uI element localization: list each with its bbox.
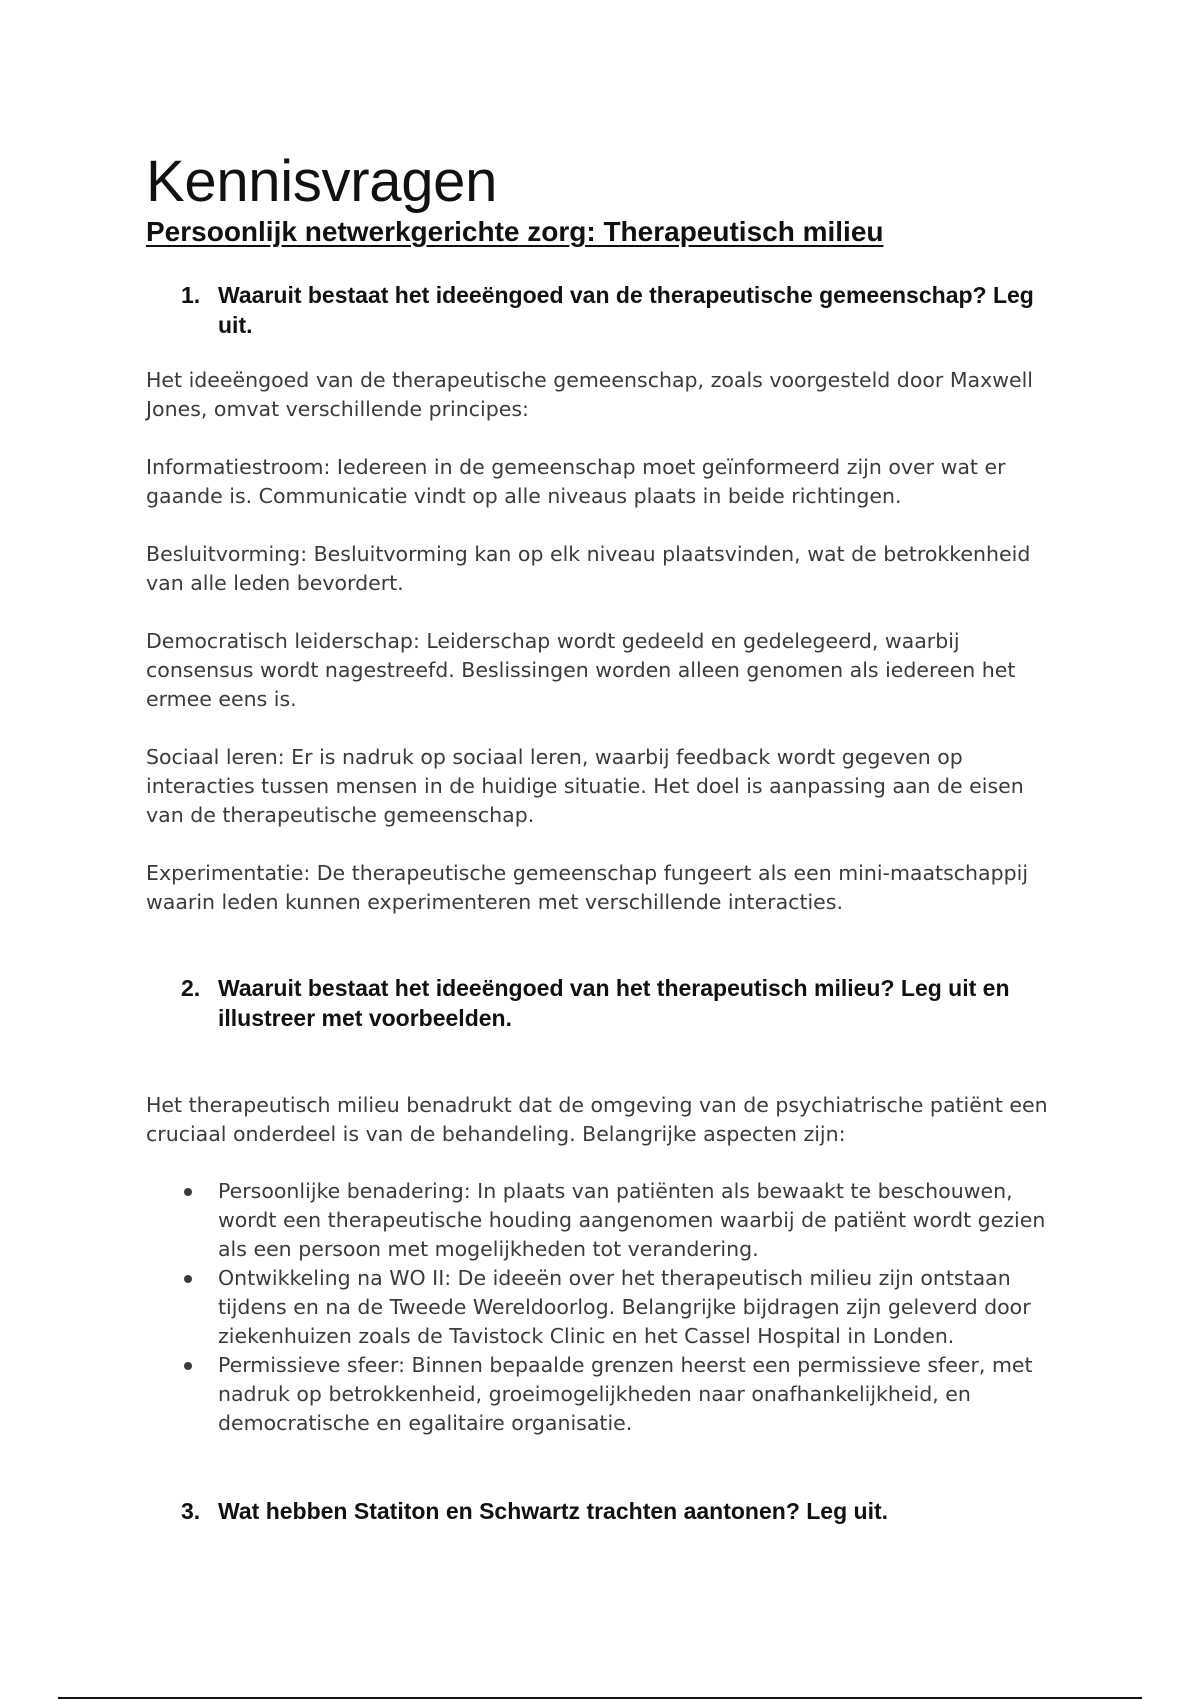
question-1-text: Waaruit bestaat het ideeëngoed van de therapeutische gemeenschap? Leg uit.: [218, 282, 1034, 338]
list-item-text: Ontwikkeling na WO II: De ideeën over het therapeutisch milieu zijn ontstaan tijdens en na de Tweede Wereldoorlog. Belangrijke bijdragen zijn geleverd door ziekenhuizen zoals de Tavistock Clinic en het Cassel Hospital in Londen.: [218, 1266, 1031, 1348]
page-title: Kennisvragen: [146, 149, 498, 214]
answer-1-experimentatie: Experimentatie: De therapeutische gemeenschap fungeert als een mini-maatschappij waarin leden kunnen experimenteren met verschillende interacties.: [146, 861, 1029, 914]
list-item: [146, 1264, 1066, 1351]
document-content: [146, 150, 1066, 1526]
list-item-text: Permissieve sfeer: Binnen bepaalde grenzen heerst een permissieve sfeer, met nadruk op betrokkenheid, groeimogelijkheden naar onafhankelijkheid, en democratische en egalitaire organisatie.: [218, 1353, 1033, 1435]
answer-1-informatiestroom: Informatiestroom: Iedereen in de gemeenschap moet geïnformeerd zijn over wat er gaande is. Communicatie vindt op alle niveaus plaats in beide richtingen.: [146, 455, 1006, 508]
bullet-icon: [181, 1351, 218, 1438]
question-2: [146, 973, 1066, 1033]
question-3: [146, 1496, 1066, 1526]
question-2-text: Waaruit bestaat het ideeëngoed van het therapeutisch milieu? Leg uit en illustreer met voorbeelden.: [218, 975, 1010, 1031]
question-1-number: 1.: [181, 282, 201, 308]
answer-2-list: [146, 1177, 1066, 1438]
list-item: [146, 1177, 1066, 1264]
bullet-icon: [181, 1264, 218, 1351]
answer-2-intro: Het therapeutisch milieu benadrukt dat de omgeving van de psychiatrische patiënt een cruciaal onderdeel is van de behandeling. Belangrijke aspecten zijn:: [146, 1093, 1048, 1146]
page-bottom-divider: [58, 1697, 1142, 1699]
list-item: [146, 1351, 1066, 1438]
question-1: [146, 280, 1066, 340]
page-subtitle: Persoonlijk netwerkgerichte zorg: Therapeutisch milieu: [146, 216, 884, 247]
bullet-icon: [181, 1177, 218, 1264]
question-3-number: 3.: [181, 1498, 201, 1524]
answer-1-besluitvorming: Besluitvorming: Besluitvorming kan op elk niveau plaatsvinden, wat de betrokkenheid van alle leden bevordert.: [146, 542, 1031, 595]
answer-1-intro: Het ideeëngoed van de therapeutische gemeenschap, zoals voorgesteld door Maxwell Jones, omvat verschillende principes:: [146, 368, 1033, 421]
answer-1-democratisch-leiderschap: Democratisch leiderschap: Leiderschap wordt gedeeld en gedelegeerd, waarbij consensus wordt nagestreefd. Beslissingen worden alleen genomen als iedereen het ermee eens is.: [146, 629, 1016, 711]
list-item-text: Persoonlijke benadering: In plaats van patiënten als bewaakt te beschouwen, wordt een therapeutische houding aangenomen waarbij de patiënt wordt gezien als een persoon met mogelijkheden tot verandering.: [218, 1179, 1046, 1261]
question-3-text: Wat hebben Statiton en Schwartz trachten aantonen? Leg uit.: [218, 1498, 889, 1524]
answer-1-sociaal-leren: Sociaal leren: Er is nadruk op sociaal leren, waarbij feedback wordt gegeven op interacties tussen mensen in de huidige situatie. Het doel is aanpassing aan de eisen van de therapeutische gemeenschap.: [146, 745, 1024, 827]
question-2-number: 2.: [181, 975, 201, 1001]
